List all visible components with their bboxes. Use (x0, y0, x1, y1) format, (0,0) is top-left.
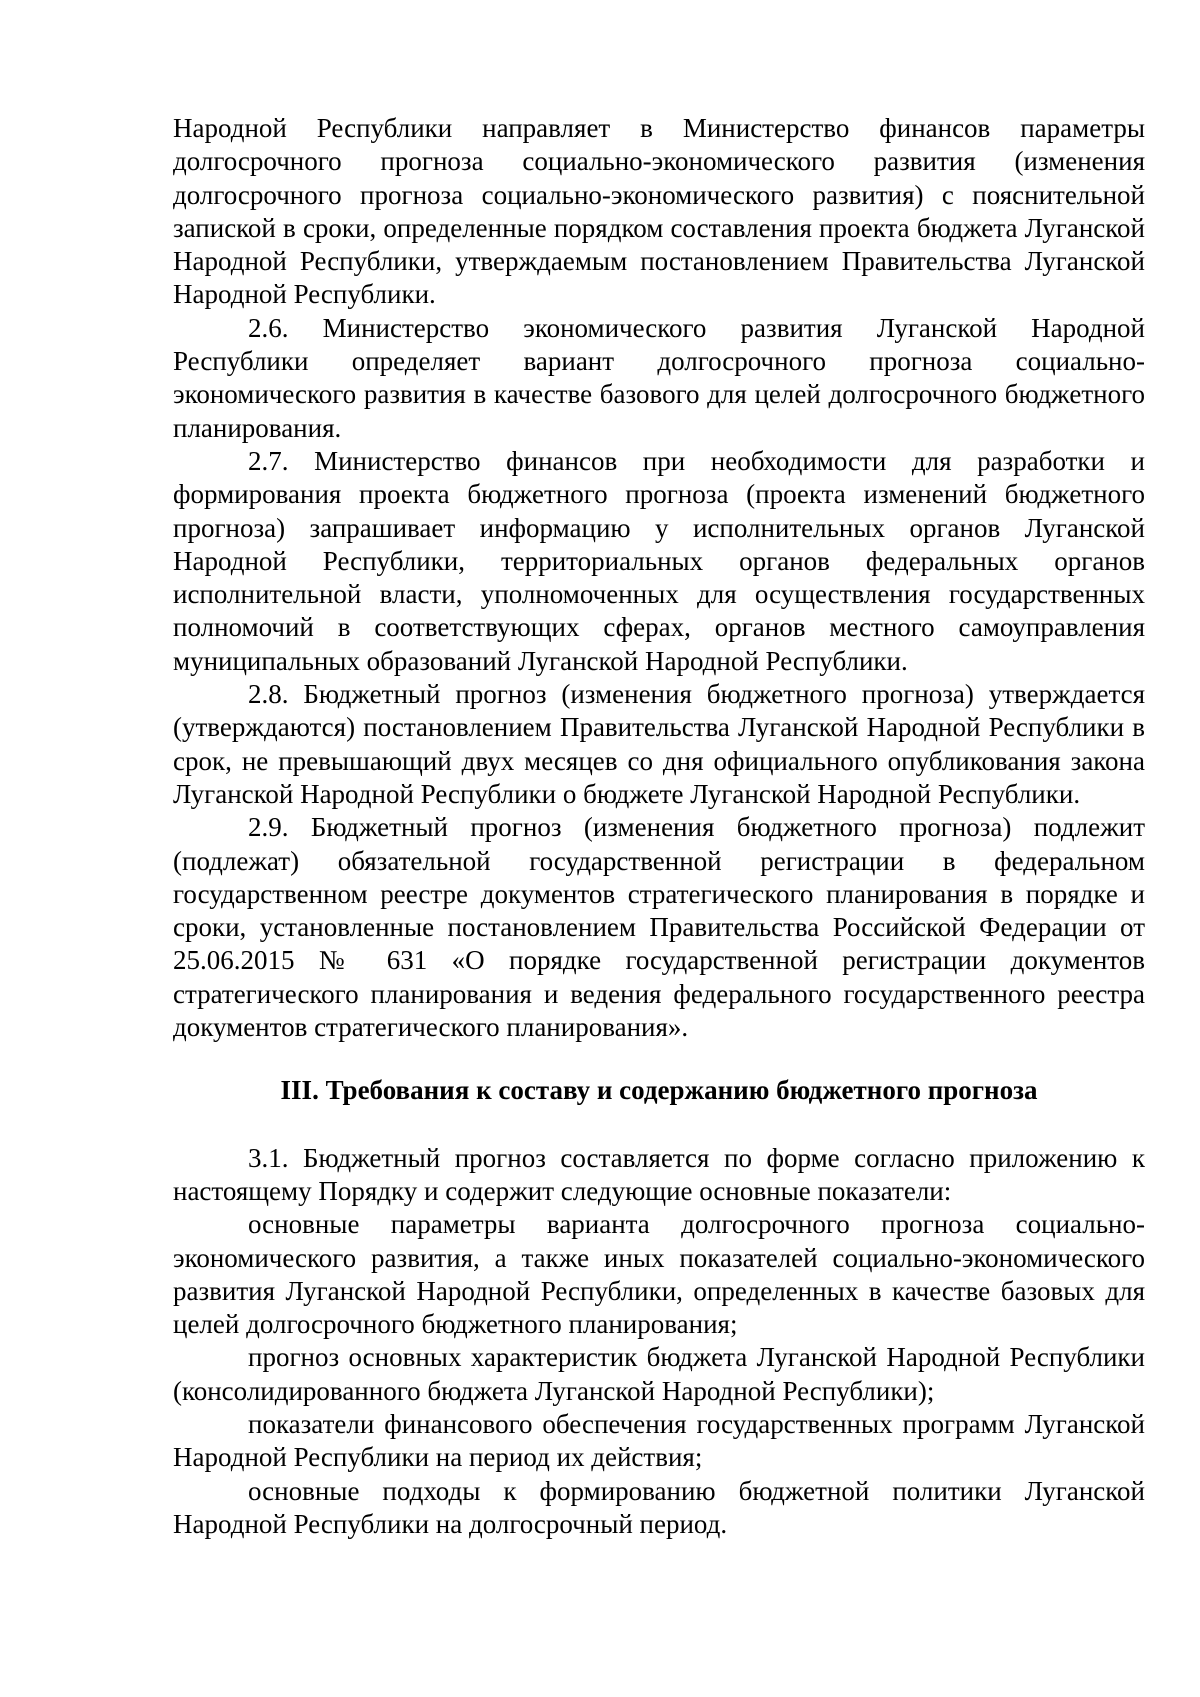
list-item-budget-policy: основные подходы к формированию бюджетной политики Луганской Народной Республики на долгосрочный период. (173, 1475, 1145, 1539)
list-item-parameters: основные параметры варианта долгосрочного прогноза социально-экономического развития, а также иных показателей социально-экономического развития Луганской Народной Республики, определенных в качестве базовых для целей долгосрочного бюджетного планирования; (173, 1209, 1145, 1340)
document-body (173, 112, 1145, 1541)
list-item-program-funding: показатели финансового обеспечения государственных программ Луганской Народной Республики на период их действия; (173, 1408, 1145, 1473)
paragraph-2-8: 2.8. Бюджетный прогноз (изменения бюджетного прогноза) утверждается (утверждаются) постановлением Правительства Луганской Народной Республики в срок, не превышающий двух месяцев со дня официального опубликования закона Луганской Народной Республики о бюджете Луганской Народной Республики. (173, 679, 1145, 809)
paragraph-2-9: 2.9. Бюджетный прогноз (изменения бюджетного прогноза) подлежит (подлежат) обязательной государственной регистрации в федеральном государственном реестре документов стратегического планирования в порядке и сроки, установленные постановлением Правительства Российской Федерации от 25.06.2015 № 631 «О порядке государственной регистрации документов стратегического планирования и ведения федерального государственного реестра документов стратегического планирования». (173, 812, 1145, 1043)
list-item-budget-forecast: прогноз основных характеристик бюджета Луганской Народной Республики (консолидированного бюджета Луганской Народной Республики); (173, 1342, 1145, 1406)
paragraph-continuation: Народной Республики направляет в Министерство финансов параметры долгосрочного прогноза социально-экономического развития (изменения долгосрочного прогноза социально-экономического развития) с пояснительной запиской в сроки, определенные порядком составления проекта бюджета Луганской Народной Республики, утверждаемым постановлением Правительства Луганской Народной Республики. (173, 113, 1145, 310)
paragraph-2-7: 2.7. Министерство финансов при необходимости для разработки и формирования проекта бюджетного прогноза (проекта изменений бюджетного прогноза) запрашивает информацию у исполнительных органов Луганской Народной Республики, территориальных органов федеральных органов исполнительной власти, уполномоченных для осуществления государственных полномочий в соответствующих сферах, органов местного самоуправления муниципальных образований Луганской Народной Республики. (173, 445, 1145, 676)
paragraph-3-1: 3.1. Бюджетный прогноз составляется по форме согласно приложению к настоящему Порядку и содержит следующие основные показатели: (173, 1142, 1145, 1206)
section-3-heading: III. Требования к составу и содержанию бюджетного прогноза (280, 1075, 1038, 1106)
paragraph-2-6: 2.6. Министерство экономического развития Луганской Народной Республики определяет вариант долгосрочного прогноза социально-экономического развития в качестве базового для целей долгосрочного бюджетного планирования. (173, 312, 1145, 443)
